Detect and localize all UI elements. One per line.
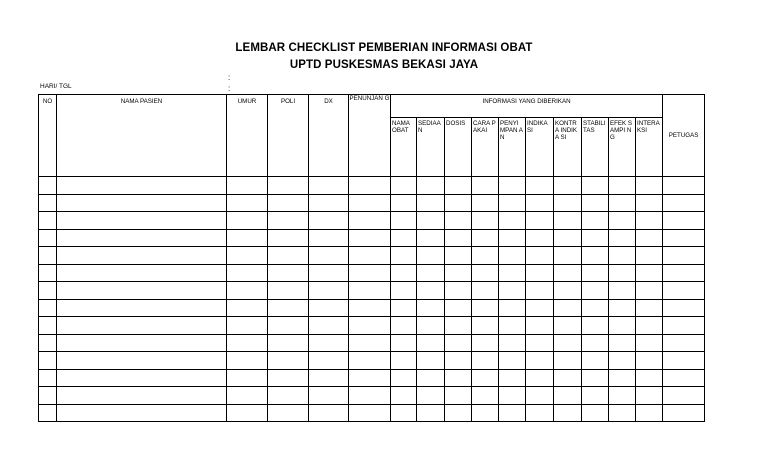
table-cell[interactable] <box>663 369 705 387</box>
table-cell[interactable] <box>636 247 663 265</box>
table-cell[interactable] <box>582 177 609 195</box>
table-cell[interactable] <box>582 369 609 387</box>
table-cell[interactable] <box>636 387 663 405</box>
col-dx-header: DX <box>309 95 349 177</box>
table-cell[interactable] <box>472 177 499 195</box>
table-cell[interactable] <box>554 317 582 335</box>
table-cell[interactable] <box>554 352 582 370</box>
table-row <box>39 369 705 387</box>
table-cell[interactable] <box>227 387 268 405</box>
table-cell[interactable] <box>445 334 472 352</box>
table-cell[interactable] <box>445 299 472 317</box>
table-cell[interactable] <box>268 229 309 247</box>
table-cell[interactable] <box>39 177 57 195</box>
table-cell[interactable] <box>499 229 526 247</box>
table-cell[interactable] <box>391 229 417 247</box>
table-cell[interactable] <box>554 229 582 247</box>
form-title: LEMBAR CHECKLIST PEMBERIAN INFORMASI OBAT <box>235 42 533 54</box>
table-cell[interactable] <box>57 247 227 265</box>
table-cell[interactable] <box>499 177 526 195</box>
table-cell[interactable] <box>391 334 417 352</box>
table-cell[interactable] <box>526 247 554 265</box>
table-cell[interactable] <box>309 352 349 370</box>
table-cell[interactable] <box>554 404 582 422</box>
table-row <box>39 264 705 282</box>
table-cell[interactable] <box>268 264 309 282</box>
table-row <box>39 282 705 300</box>
table-cell[interactable] <box>417 334 445 352</box>
table-cell[interactable] <box>526 194 554 212</box>
table-cell[interactable] <box>663 212 705 230</box>
table-cell[interactable] <box>499 299 526 317</box>
table-row <box>39 387 705 405</box>
info-item-header: STABILI TAS <box>582 118 609 177</box>
table-cell[interactable] <box>417 369 445 387</box>
date-label: HARI/ TGL <box>40 83 72 90</box>
table-cell[interactable] <box>499 282 526 300</box>
table-cell[interactable] <box>663 334 705 352</box>
table-cell[interactable] <box>554 264 582 282</box>
table-cell[interactable] <box>609 247 636 265</box>
table-cell[interactable] <box>582 247 609 265</box>
table-row <box>39 299 705 317</box>
table-cell[interactable] <box>499 369 526 387</box>
table-cell[interactable] <box>57 264 227 282</box>
table-cell[interactable] <box>445 212 472 230</box>
table-cell[interactable] <box>582 229 609 247</box>
table-cell[interactable] <box>445 247 472 265</box>
table-cell[interactable] <box>609 334 636 352</box>
table-cell[interactable] <box>417 299 445 317</box>
table-cell[interactable] <box>526 317 554 335</box>
table-row <box>39 352 705 370</box>
table-cell[interactable] <box>268 194 309 212</box>
table-cell[interactable] <box>472 282 499 300</box>
table-cell[interactable] <box>309 247 349 265</box>
table-cell[interactable] <box>609 317 636 335</box>
table-cell[interactable] <box>309 404 349 422</box>
table-cell[interactable] <box>526 177 554 195</box>
table-cell[interactable] <box>472 212 499 230</box>
table-cell[interactable] <box>57 334 227 352</box>
table-cell[interactable] <box>609 404 636 422</box>
table-cell[interactable] <box>472 247 499 265</box>
table-cell[interactable] <box>57 352 227 370</box>
table-cell[interactable] <box>39 369 57 387</box>
table-cell[interactable] <box>39 282 57 300</box>
table-cell[interactable] <box>472 387 499 405</box>
table-row <box>39 404 705 422</box>
table-cell[interactable] <box>526 369 554 387</box>
table-cell[interactable] <box>445 352 472 370</box>
table-cell[interactable] <box>349 404 391 422</box>
table-cell[interactable] <box>57 229 227 247</box>
table-row <box>39 334 705 352</box>
table-cell[interactable] <box>349 229 391 247</box>
table-cell[interactable] <box>227 352 268 370</box>
table-row <box>39 212 705 230</box>
table-cell[interactable] <box>636 212 663 230</box>
info-item-header: SEDIAA N <box>417 118 445 177</box>
table-cell[interactable] <box>391 177 417 195</box>
table-cell[interactable] <box>526 299 554 317</box>
table-cell[interactable] <box>391 369 417 387</box>
table-cell[interactable] <box>445 369 472 387</box>
table-cell[interactable] <box>309 264 349 282</box>
info-item-header: NAMA OBAT <box>391 118 417 177</box>
table-cell[interactable] <box>349 177 391 195</box>
table-cell[interactable] <box>227 317 268 335</box>
table-cell[interactable] <box>309 282 349 300</box>
table-cell[interactable] <box>57 404 227 422</box>
table-cell[interactable] <box>268 317 309 335</box>
table-cell[interactable] <box>268 282 309 300</box>
table-cell[interactable] <box>526 404 554 422</box>
table-cell[interactable] <box>554 387 582 405</box>
info-item-header: PENYI MPAN AN <box>499 118 526 177</box>
table-cell[interactable] <box>472 352 499 370</box>
table-cell[interactable] <box>445 404 472 422</box>
table-cell[interactable] <box>39 299 57 317</box>
table-cell[interactable] <box>636 194 663 212</box>
table-cell[interactable] <box>417 352 445 370</box>
table-cell[interactable] <box>526 334 554 352</box>
table-cell[interactable] <box>609 299 636 317</box>
table-cell[interactable] <box>582 299 609 317</box>
table-row <box>39 247 705 265</box>
table-cell[interactable] <box>472 317 499 335</box>
table-row <box>39 177 705 195</box>
col-poli-header: POLI <box>268 95 309 177</box>
table-cell[interactable] <box>636 317 663 335</box>
table-cell[interactable] <box>499 212 526 230</box>
table-cell[interactable] <box>636 264 663 282</box>
table-cell[interactable] <box>609 352 636 370</box>
table-cell[interactable] <box>554 247 582 265</box>
info-item-header: INTERA KSI <box>636 118 663 177</box>
table-cell[interactable] <box>57 212 227 230</box>
table-cell[interactable] <box>309 229 349 247</box>
table-cell[interactable] <box>268 247 309 265</box>
table-cell[interactable] <box>227 264 268 282</box>
table-cell[interactable] <box>39 212 57 230</box>
table-cell[interactable] <box>554 282 582 300</box>
table-cell[interactable] <box>636 369 663 387</box>
table-cell[interactable] <box>227 229 268 247</box>
table-cell[interactable] <box>499 352 526 370</box>
table-cell[interactable] <box>268 334 309 352</box>
table-cell[interactable] <box>391 317 417 335</box>
table-cell[interactable] <box>472 299 499 317</box>
table-row <box>39 194 705 212</box>
info-item-header: DOSIS <box>445 118 472 177</box>
table-cell[interactable] <box>499 264 526 282</box>
table-cell[interactable] <box>57 387 227 405</box>
table-cell[interactable] <box>349 317 391 335</box>
table-cell[interactable] <box>609 282 636 300</box>
table-cell[interactable] <box>663 194 705 212</box>
table-cell[interactable] <box>636 352 663 370</box>
table-cell[interactable] <box>391 247 417 265</box>
table-cell[interactable] <box>499 194 526 212</box>
table-cell[interactable] <box>663 282 705 300</box>
table-cell[interactable] <box>663 247 705 265</box>
table-cell[interactable] <box>636 299 663 317</box>
table-cell[interactable] <box>309 194 349 212</box>
table-cell[interactable] <box>391 264 417 282</box>
table-cell[interactable] <box>309 369 349 387</box>
table-cell[interactable] <box>554 299 582 317</box>
table-cell[interactable] <box>268 369 309 387</box>
table-cell[interactable] <box>445 282 472 300</box>
table-cell[interactable] <box>391 387 417 405</box>
table-cell[interactable] <box>227 299 268 317</box>
table-row <box>39 229 705 247</box>
table-cell[interactable] <box>499 334 526 352</box>
table-cell[interactable] <box>663 229 705 247</box>
col-age-header: UMUR <box>227 95 268 177</box>
table-cell[interactable] <box>554 177 582 195</box>
table-cell[interactable] <box>39 247 57 265</box>
table-cell[interactable] <box>526 212 554 230</box>
table-cell[interactable] <box>268 387 309 405</box>
table-cell[interactable] <box>349 387 391 405</box>
table-cell[interactable] <box>417 282 445 300</box>
table-cell[interactable] <box>609 177 636 195</box>
table-cell[interactable] <box>268 299 309 317</box>
table-cell[interactable] <box>445 387 472 405</box>
table-cell[interactable] <box>609 264 636 282</box>
table-cell[interactable] <box>268 404 309 422</box>
table-cell[interactable] <box>526 282 554 300</box>
table-cell[interactable] <box>445 229 472 247</box>
table-cell[interactable] <box>499 247 526 265</box>
table-cell[interactable] <box>391 352 417 370</box>
table-cell[interactable] <box>391 212 417 230</box>
table-cell[interactable] <box>391 282 417 300</box>
table-row <box>39 317 705 335</box>
table-cell[interactable] <box>417 229 445 247</box>
table-cell[interactable] <box>349 299 391 317</box>
checklist-table <box>38 94 705 422</box>
info-item-header: CARA PAKAI <box>472 118 499 177</box>
table-cell[interactable] <box>582 387 609 405</box>
col-no-header: NO <box>39 95 57 177</box>
table-cell[interactable] <box>663 177 705 195</box>
table-cell[interactable] <box>663 299 705 317</box>
table-cell[interactable] <box>227 282 268 300</box>
table-cell[interactable] <box>417 247 445 265</box>
table-cell[interactable] <box>417 387 445 405</box>
table-cell[interactable] <box>499 387 526 405</box>
table-cell[interactable] <box>57 369 227 387</box>
table-cell[interactable] <box>57 299 227 317</box>
table-cell[interactable] <box>349 264 391 282</box>
table-cell[interactable] <box>554 334 582 352</box>
table-cell[interactable] <box>349 247 391 265</box>
table-cell[interactable] <box>309 317 349 335</box>
table-cell[interactable] <box>349 334 391 352</box>
table-cell[interactable] <box>582 282 609 300</box>
table-cell[interactable] <box>391 404 417 422</box>
table-cell[interactable] <box>526 264 554 282</box>
table-cell[interactable] <box>636 334 663 352</box>
colon-mark: : <box>228 73 231 82</box>
table-cell[interactable] <box>309 334 349 352</box>
table-cell[interactable] <box>663 387 705 405</box>
table-cell[interactable] <box>526 229 554 247</box>
colon-mark: : <box>228 84 231 93</box>
table-cell[interactable] <box>445 317 472 335</box>
table-cell[interactable] <box>309 177 349 195</box>
table-cell[interactable] <box>309 387 349 405</box>
table-cell[interactable] <box>663 404 705 422</box>
info-item-header: EFEK SAMPI NG <box>609 118 636 177</box>
table-cell[interactable] <box>57 194 227 212</box>
table-cell[interactable] <box>349 369 391 387</box>
table-cell[interactable] <box>268 212 309 230</box>
table-cell[interactable] <box>309 212 349 230</box>
table-cell[interactable] <box>526 387 554 405</box>
info-item-header: INDIKA SI <box>526 118 554 177</box>
table-cell[interactable] <box>609 212 636 230</box>
table-cell[interactable] <box>472 229 499 247</box>
table-cell[interactable] <box>39 264 57 282</box>
info-group-header: INFORMASI YANG DIBERIKAN <box>391 95 663 118</box>
col-support-header: PENUNJAN G <box>349 95 391 177</box>
table-cell[interactable] <box>268 177 309 195</box>
table-cell[interactable] <box>39 194 57 212</box>
table-cell[interactable] <box>663 264 705 282</box>
table-cell[interactable] <box>582 194 609 212</box>
table-cell[interactable] <box>609 229 636 247</box>
table-cell[interactable] <box>582 264 609 282</box>
table-cell[interactable] <box>227 212 268 230</box>
table-cell[interactable] <box>417 177 445 195</box>
table-cell[interactable] <box>582 212 609 230</box>
table-cell[interactable] <box>417 194 445 212</box>
table-cell[interactable] <box>582 334 609 352</box>
table-cell[interactable] <box>417 212 445 230</box>
table-cell[interactable] <box>349 194 391 212</box>
table-cell[interactable] <box>227 194 268 212</box>
table-cell[interactable] <box>349 352 391 370</box>
table-cell[interactable] <box>227 404 268 422</box>
col-patient-header: NAMA PASIEN <box>57 95 227 177</box>
table-cell[interactable] <box>417 317 445 335</box>
table-cell[interactable] <box>663 317 705 335</box>
table-cell[interactable] <box>554 212 582 230</box>
col-officer-header: PETUGAS <box>663 95 705 177</box>
table-cell[interactable] <box>57 177 227 195</box>
table-cell[interactable] <box>554 369 582 387</box>
table-cell[interactable] <box>445 194 472 212</box>
table-cell[interactable] <box>227 247 268 265</box>
table-cell[interactable] <box>445 177 472 195</box>
table-cell[interactable] <box>57 317 227 335</box>
table-cell[interactable] <box>609 194 636 212</box>
table-cell[interactable] <box>636 282 663 300</box>
table-cell[interactable] <box>227 369 268 387</box>
table-cell[interactable] <box>227 334 268 352</box>
table-cell[interactable] <box>636 229 663 247</box>
table-cell[interactable] <box>227 177 268 195</box>
table-cell[interactable] <box>609 369 636 387</box>
table-cell[interactable] <box>39 229 57 247</box>
table-cell[interactable] <box>391 299 417 317</box>
table-cell[interactable] <box>609 387 636 405</box>
table-cell[interactable] <box>472 404 499 422</box>
table-cell[interactable] <box>499 404 526 422</box>
table-cell[interactable] <box>526 352 554 370</box>
table-cell[interactable] <box>39 317 57 335</box>
table-cell[interactable] <box>349 282 391 300</box>
table-cell[interactable] <box>57 282 227 300</box>
table-cell[interactable] <box>39 334 57 352</box>
table-cell[interactable] <box>582 352 609 370</box>
table-cell[interactable] <box>663 352 705 370</box>
table-cell[interactable] <box>39 404 57 422</box>
table-cell[interactable] <box>39 387 57 405</box>
table-cell[interactable] <box>417 404 445 422</box>
table-cell[interactable] <box>391 194 417 212</box>
table-cell[interactable] <box>268 352 309 370</box>
table-cell[interactable] <box>445 264 472 282</box>
table-cell[interactable] <box>39 352 57 370</box>
table-cell[interactable] <box>349 212 391 230</box>
table-cell[interactable] <box>472 369 499 387</box>
table-cell[interactable] <box>582 404 609 422</box>
table-cell[interactable] <box>472 334 499 352</box>
table-cell[interactable] <box>417 264 445 282</box>
table-cell[interactable] <box>582 317 609 335</box>
table-cell[interactable] <box>636 177 663 195</box>
info-item-header: KONTR A INDIKA SI <box>554 118 582 177</box>
table-cell[interactable] <box>472 194 499 212</box>
form-subtitle: UPTD PUSKESMAS BEKASI JAYA <box>289 59 479 71</box>
table-cell[interactable] <box>554 194 582 212</box>
table-cell[interactable] <box>499 317 526 335</box>
table-cell[interactable] <box>636 404 663 422</box>
table-cell[interactable] <box>309 299 349 317</box>
table-cell[interactable] <box>472 264 499 282</box>
